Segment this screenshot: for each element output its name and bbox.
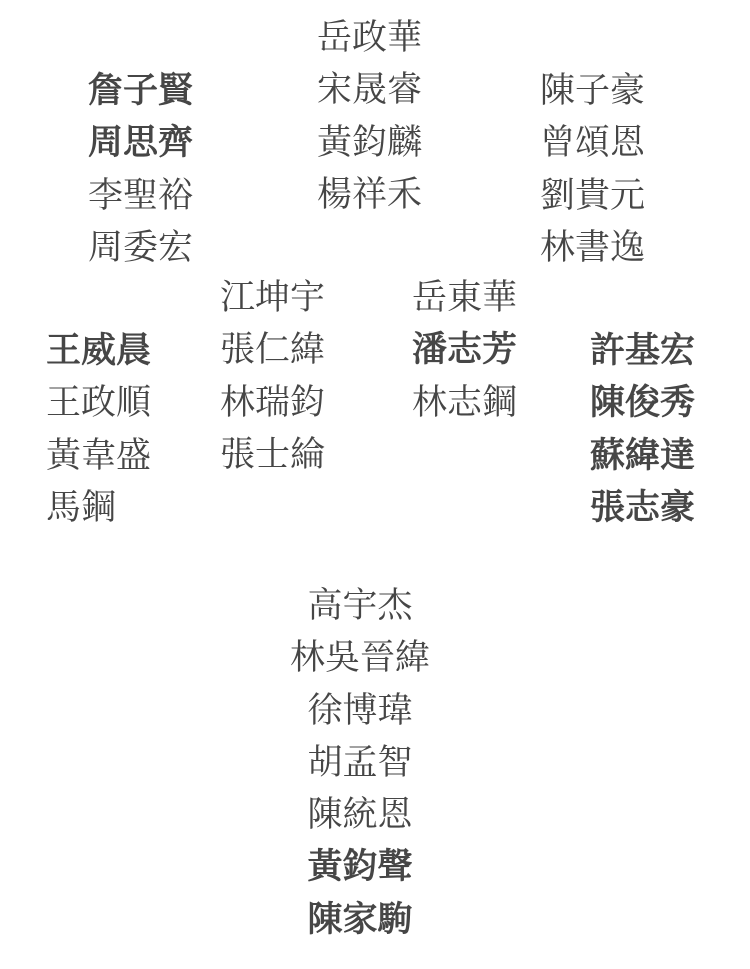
player-name: 陳俊秀 bbox=[590, 383, 696, 423]
player-name: 岳東華 bbox=[412, 278, 518, 317]
column-left-field bbox=[88, 65, 193, 274]
column-second-base bbox=[412, 272, 517, 429]
player-name: 林志鋼 bbox=[412, 382, 518, 422]
player-name: 林書逸 bbox=[540, 227, 646, 267]
column-center-field bbox=[317, 12, 422, 221]
player-name: 岳政華 bbox=[317, 18, 423, 57]
player-name: 高宇杰 bbox=[307, 586, 413, 625]
player-name: 陳子豪 bbox=[540, 71, 646, 110]
player-name: 周思齊 bbox=[88, 123, 194, 163]
column-right-field bbox=[540, 65, 645, 274]
player-name: 許基宏 bbox=[590, 331, 696, 370]
column-catcher bbox=[235, 580, 485, 946]
player-name: 蘇緯達 bbox=[590, 435, 696, 475]
player-name: 宋晟睿 bbox=[317, 70, 423, 110]
player-name: 曾頌恩 bbox=[540, 123, 646, 163]
player-name: 潘志芳 bbox=[412, 330, 518, 370]
player-name: 黃韋盛 bbox=[46, 435, 152, 475]
player-name: 周委宏 bbox=[88, 227, 194, 267]
player-name: 陳統恩 bbox=[307, 795, 413, 835]
player-name: 劉貴元 bbox=[540, 175, 646, 215]
player-name: 詹子賢 bbox=[88, 71, 194, 110]
player-name: 林瑞鈞 bbox=[220, 382, 326, 422]
player-name: 楊祥禾 bbox=[317, 174, 423, 214]
player-name: 張志豪 bbox=[590, 487, 696, 527]
player-name: 黃鈞麟 bbox=[317, 122, 423, 162]
player-name: 王政順 bbox=[46, 383, 152, 423]
player-name: 黃鈞聲 bbox=[307, 847, 413, 887]
column-shortstop bbox=[220, 272, 325, 481]
column-third-base bbox=[46, 325, 151, 534]
player-name: 江坤宇 bbox=[220, 278, 326, 317]
player-name: 張仁緯 bbox=[220, 330, 326, 370]
player-name: 李聖裕 bbox=[88, 175, 194, 215]
player-name: 徐博瑋 bbox=[307, 690, 413, 730]
player-name: 林吳晉緯 bbox=[289, 638, 430, 678]
column-first-base bbox=[590, 325, 695, 534]
player-name: 胡孟智 bbox=[307, 742, 413, 782]
player-name: 張士綸 bbox=[220, 434, 326, 474]
player-name: 陳家駒 bbox=[307, 899, 413, 939]
player-name: 王威晨 bbox=[46, 331, 152, 370]
player-name: 馬鋼 bbox=[46, 487, 117, 527]
